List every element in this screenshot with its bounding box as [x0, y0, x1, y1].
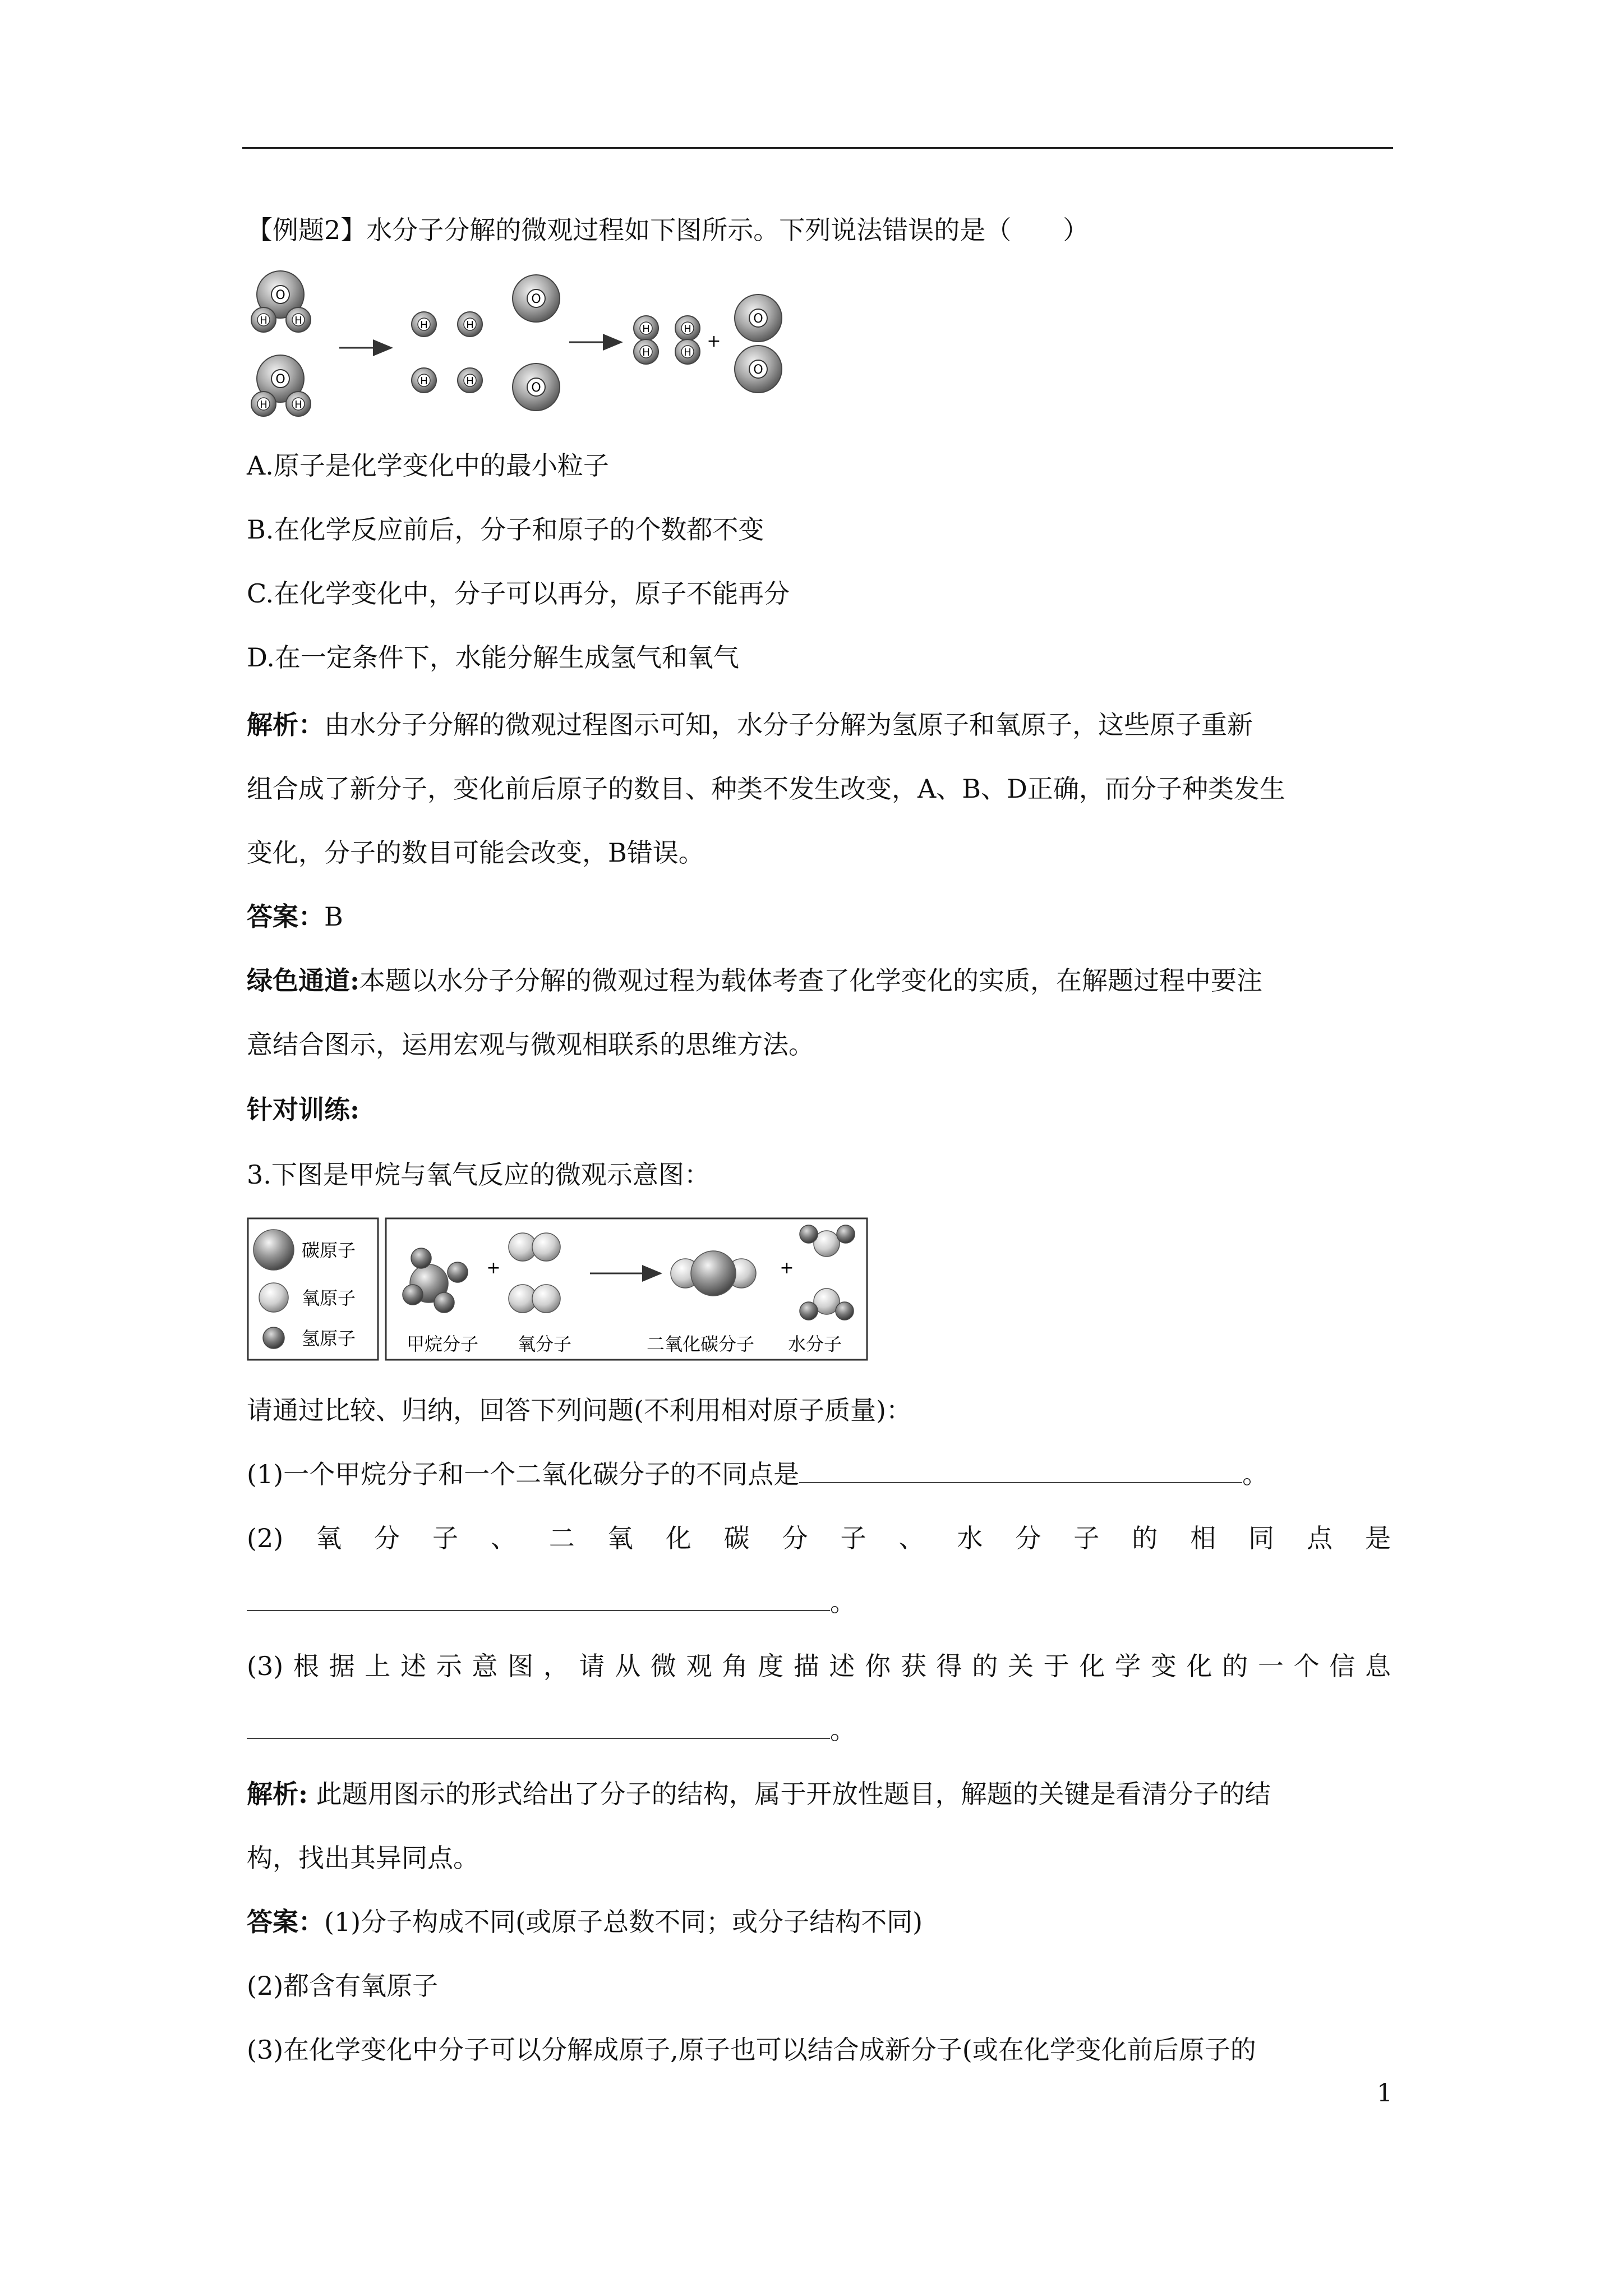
practice-analysis-line-2: 构，找出其异同点。	[247, 1843, 479, 1873]
question-2-char: 的	[1132, 1523, 1158, 1553]
question-3-char: 意	[472, 1651, 498, 1681]
answer-label: 答案：	[247, 901, 324, 932]
question-3-char: 上	[365, 1651, 391, 1681]
question-3-char: 变	[1150, 1651, 1177, 1681]
question-3-char: 观	[686, 1651, 712, 1681]
analysis-line-1: 解析：由水分子分解的微观过程图示可知，水分子分解为氢原子和氧原子，这些原子重新	[247, 710, 1253, 740]
svg-text:H: H	[260, 315, 268, 326]
question-3-char: 关	[1007, 1651, 1034, 1681]
option-b: B.在化学反应前后，分子和原子的个数都不变	[247, 514, 764, 545]
svg-text:H: H	[294, 399, 302, 411]
question-3-char: 根	[293, 1651, 319, 1681]
answer-blank-1[interactable]	[799, 1476, 1242, 1483]
question-3-char: 个	[1293, 1651, 1320, 1681]
water-molecule-bottom	[251, 355, 311, 416]
question-3-char: 图	[508, 1651, 534, 1681]
question-3-char: 的	[972, 1651, 998, 1681]
option-c: C.在化学变化中，分子可以再分，原子不能再分	[247, 578, 790, 609]
label-oxygen: 氧分子	[518, 1333, 572, 1355]
page-number: 1	[1377, 2079, 1393, 2108]
analysis-line-2: 组合成了新分子，变化前后原子的数目、种类不发生改变，A、B、D正确，而分子种类发生	[247, 774, 1285, 804]
question-1: (1)一个甲烷分子和一个二氧化碳分子的不同点是 。	[247, 1459, 1269, 1489]
question-3-char: 息	[1364, 1651, 1391, 1681]
question-2	[247, 1521, 1391, 1555]
option-a: A.原子是化学变化中的最小粒子	[247, 450, 609, 481]
question-2-char: 氧	[607, 1523, 633, 1553]
svg-text:H: H	[684, 347, 691, 358]
question-3-char: 述	[829, 1651, 855, 1681]
question-3-blank-line: 。	[247, 1713, 1391, 1747]
question-3-char: 从	[615, 1651, 641, 1681]
svg-text:O: O	[275, 372, 285, 386]
label-water: 水分子	[788, 1333, 842, 1355]
question-3-char: 示	[436, 1651, 462, 1681]
question-3-char: ，	[543, 1651, 569, 1681]
svg-text:O: O	[275, 288, 285, 302]
green-line-1: 绿色通道:本题以水分子分解的微观过程为载体考查了化学变化的实质，在解题过程中要注	[247, 965, 1262, 996]
question-3-char: 据	[329, 1651, 355, 1681]
question-2-char: 、	[898, 1523, 925, 1553]
practice-answer-line-3: (3)在化学变化中分子可以分解成原子,原子也可以结合成新分子(或在化学变化前后原子的	[247, 2035, 1256, 2065]
practice-heading: 针对训练:	[247, 1094, 359, 1125]
question-3-char: (3)	[247, 1651, 284, 1681]
plus-sign-1: +	[707, 332, 721, 351]
question-3-char: 信	[1329, 1651, 1355, 1681]
oxygen-molecule	[735, 295, 782, 393]
question-2-char: 化	[665, 1523, 691, 1553]
question-3-char: 学	[1115, 1651, 1141, 1681]
option-d: D.在一定条件下，水能分解生成氢气和氧气	[247, 642, 739, 673]
separated-atoms	[412, 275, 560, 411]
question-2-char: 碳	[723, 1523, 750, 1553]
question-2-char: 分	[1015, 1523, 1041, 1553]
prompt: 请通过比较、归纳，回答下列问题(不利用相对原子质量)：	[247, 1395, 912, 1425]
question-3-char: 描	[793, 1651, 819, 1681]
question-2-char: 二	[548, 1523, 575, 1553]
practice-answer-label: 答案：	[247, 1907, 324, 1937]
svg-text:O: O	[753, 312, 763, 326]
question-2-char: 子	[1073, 1523, 1100, 1553]
legend-oxygen-label: 氧原子	[302, 1287, 356, 1309]
label-methane: 甲烷分子	[407, 1333, 479, 1355]
svg-text:O: O	[531, 381, 541, 395]
carbon-legend-icon	[253, 1230, 294, 1270]
practice-answer-line-1: 答案：(1)分子构成不同(或原子总数不同；或分子结构不同)	[247, 1907, 923, 1937]
svg-text:H: H	[642, 347, 650, 358]
question-3-char: 获	[900, 1651, 926, 1681]
question-2-char: 氧	[316, 1523, 342, 1553]
svg-text:H: H	[420, 319, 428, 331]
svg-text:H: H	[684, 323, 691, 335]
practice-analysis-label: 解析:	[247, 1779, 308, 1809]
question-2-char: 子	[840, 1523, 866, 1553]
question-3-char: 请	[579, 1651, 605, 1681]
svg-text:H: H	[466, 375, 474, 387]
svg-text:H: H	[260, 399, 268, 411]
label-co2: 二氧化碳分子	[647, 1333, 755, 1355]
question-3-char: 化	[1186, 1651, 1212, 1681]
svg-text:H: H	[642, 323, 650, 335]
question-2-char: (2)	[247, 1523, 284, 1553]
analysis-line-3: 变化，分子的数目可能会改变，B错误。	[247, 838, 704, 868]
question-3-char: 角	[722, 1651, 748, 1681]
plus-sign-2: +	[486, 1258, 501, 1278]
answer-blank-2[interactable]	[247, 1604, 830, 1611]
question-3-char: 微	[650, 1651, 676, 1681]
question-3-char: 的	[1222, 1651, 1248, 1681]
question-2-char: 是	[1364, 1523, 1391, 1553]
question-2-char: 分	[374, 1523, 400, 1553]
practice-analysis-line-1: 解析: 此题用图示的形式给出了分子的结构，属于开放性题目，解题的关键是看清分子的结	[247, 1779, 1271, 1809]
answer-line	[247, 900, 1391, 933]
question-2-char: 子	[432, 1523, 458, 1553]
question-3-char: 述	[400, 1651, 426, 1681]
answer-blank-3[interactable]	[247, 1732, 830, 1739]
question-2-char: 相	[1190, 1523, 1216, 1553]
plus-sign-3: +	[780, 1258, 794, 1278]
water-molecule-top	[251, 271, 311, 332]
question-3-char: 于	[1043, 1651, 1069, 1681]
question-2-char: 水	[957, 1523, 983, 1553]
question-3-char: 度	[758, 1651, 784, 1681]
question-2-blank-line: 。	[247, 1585, 1391, 1619]
question-2-char: 同	[1248, 1523, 1275, 1553]
methane-reaction-figure	[247, 1217, 869, 1363]
answer-value: B	[324, 901, 343, 932]
practice-answer-line-2: (2)都含有氧原子	[247, 1971, 439, 2001]
legend-carbon-label: 碳原子	[302, 1240, 356, 1261]
water-decomposition-figure	[247, 264, 796, 426]
svg-text:O: O	[753, 363, 763, 377]
svg-text:H: H	[466, 319, 474, 331]
question-3-char: 一	[1257, 1651, 1284, 1681]
question-2-char: 、	[490, 1523, 517, 1553]
analysis-label: 解析：	[247, 710, 324, 740]
green-label: 绿色通道:	[247, 965, 359, 996]
legend-hydrogen-label: 氢原子	[302, 1328, 356, 1349]
question-3	[247, 1649, 1391, 1683]
hydrogen-legend-icon	[263, 1327, 284, 1349]
svg-text:O: O	[531, 292, 541, 306]
oxygen-legend-icon	[259, 1283, 288, 1312]
example-title: 【例题2】水分子分解的微观过程如下图所示。下列说法错误的是（ ）	[247, 215, 1089, 245]
q3-title: 3.下图是甲烷与氧气反应的微观示意图：	[247, 1159, 710, 1190]
header-rule	[242, 147, 1393, 149]
svg-text:H: H	[294, 315, 302, 326]
svg-text:H: H	[420, 375, 428, 387]
question-3-char: 得	[936, 1651, 962, 1681]
question-3-char: 化	[1079, 1651, 1105, 1681]
question-3-char: 你	[865, 1651, 891, 1681]
hydrogen-molecules	[634, 316, 700, 364]
green-line-2: 意结合图示，运用宏观与微观相联系的思维方法。	[247, 1029, 814, 1060]
question-2-char: 点	[1307, 1523, 1333, 1553]
question-2-char: 分	[782, 1523, 808, 1553]
